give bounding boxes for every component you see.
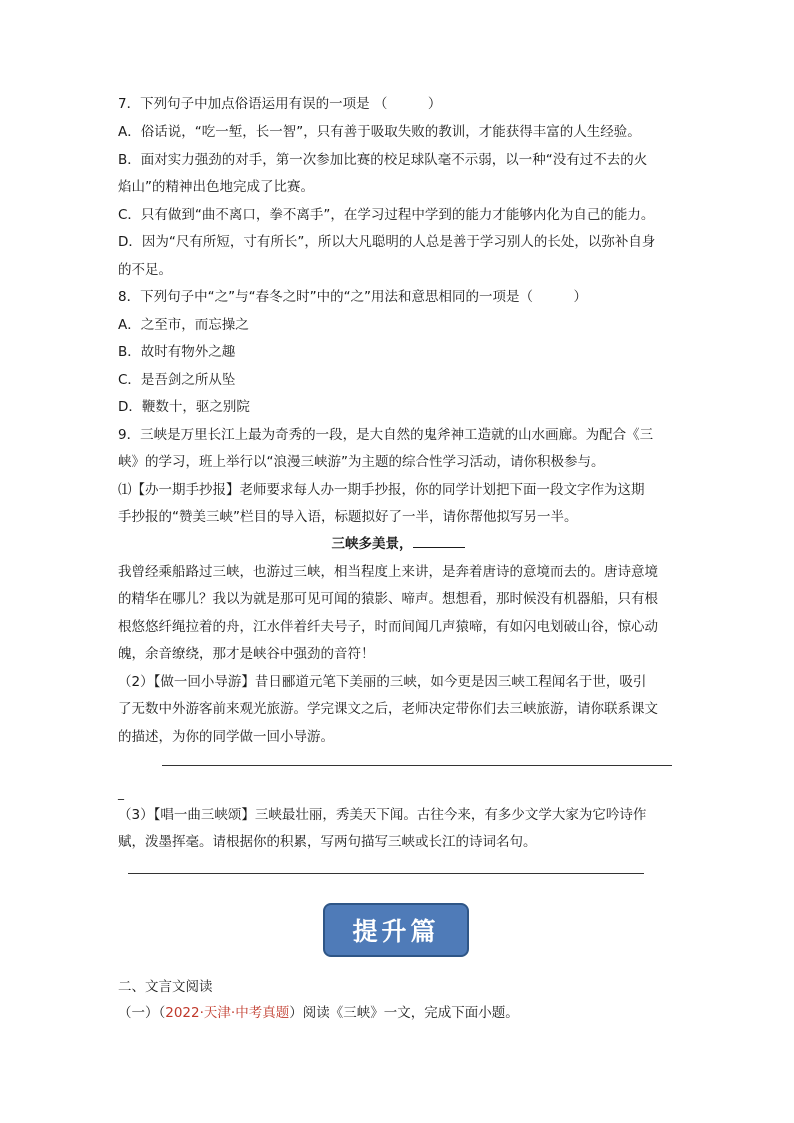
answer-dash: _ — [118, 786, 124, 800]
subheading-prefix: （一）（ — [118, 1005, 166, 1021]
q7-stem: 7．下列句子中加点俗语运用有误的一项是 （ ） — [118, 96, 442, 112]
poster-title-text: 三峡多美景， — [331, 536, 413, 552]
passage-line2: 的精华在哪儿？我以为就是那可见可闻的猿影、啼声。想想看，那时候没有机器船，只有根 — [118, 591, 658, 607]
exam-source: 2022·天津·中考真题 — [165, 1005, 290, 1021]
q9-part3-line2: 赋，泼墨挥毫。请根据你的积累，写两句描写三峡或长江的诗词名句。 — [118, 834, 537, 850]
poster-title — [118, 535, 678, 553]
poster-title-blank[interactable] — [413, 535, 465, 548]
passage-line1: 我曾经乘船路过三峡，也游过三峡，相当程度上来讲，是奔着唐诗的意境而去的。唐诗意境 — [118, 564, 658, 580]
q8-stem: 8．下列句子中“之”与“春冬之时”中的“之”用法和意思相同的一项是（ ） — [118, 289, 588, 305]
q7-option-b-line2: 焰山”的精神出色地完成了比赛。 — [118, 179, 314, 195]
q9-intro-line2: 峡》的学习，班上举行以“浪漫三峡游”为主题的综合性学习活动，请你积极参与。 — [118, 454, 605, 470]
q9-part2-line3: 的描述，为你的同学做一回小导游。 — [118, 729, 334, 745]
answer-line-part2[interactable] — [162, 765, 672, 766]
q7-option-c: C．只有做到“曲不离口，拳不离手”，在学习过程中学到的能力才能够内化为自己的能力。 — [118, 207, 655, 223]
q9-part1-line1: ⑴【办一期手抄报】老师要求每人办一期手抄报，你的同学计划把下面一段文字作为这期 — [118, 482, 645, 498]
q7-option-a: A．俗话说，“吃一堑，长一智”，只有善于吸取失败的教训，才能获得丰富的人生经验。 — [118, 124, 641, 140]
q8-option-a: A．之至市，而忘操之 — [118, 317, 249, 333]
passage-line3: 根悠悠纤绳拉着的舟，江水伴着纤夫号子，时而间闻几声猿啼，有如闪电划破山谷，惊心动 — [118, 619, 658, 635]
q7-option-d-line2: 的不足。 — [118, 262, 172, 278]
level-badge — [323, 903, 469, 957]
q7-option-d-line1: D．因为“尺有所短，寸有所长”，所以大凡聪明的人总是善于学习别人的长处，以弥补自身 — [118, 234, 656, 250]
level-badge-text: 提升篇 — [352, 917, 440, 946]
section-heading: 二、文言文阅读 — [118, 979, 213, 995]
answer-line-part3[interactable] — [128, 873, 644, 874]
q9-part3-line1: （3）【唱一曲三峡颂】三峡最壮丽，秀美天下闻。古往今来，有多少文学大家为它吟诗作 — [118, 807, 647, 823]
q7-option-b-line1: B．面对实力强劲的对手，第一次参加比赛的校足球队毫不示弱，以一种“没有过不去的火 — [118, 152, 648, 168]
q8-option-c: C．是吾剑之所从坠 — [118, 372, 236, 388]
passage-line4: 魄，余音缭绕，那才是峡谷中强劲的音符！ — [118, 646, 375, 662]
q8-option-b: B．故时有物外之趣 — [118, 344, 236, 360]
q9-part2-line2: 了无数中外游客前来观光旅游。学完课文之后，老师决定带你们去三峡旅游，请你联系课文 — [118, 701, 658, 717]
q8-option-d: D．鞭数十，驱之别院 — [118, 399, 250, 415]
q9-part2-line1: （2）【做一回小导游】昔日郦道元笔下美丽的三峡，如今更是因三峡工程闻名于世，吸引 — [118, 674, 647, 690]
section-subheading — [118, 1004, 678, 1022]
q9-part1-line2: 手抄报的“赞美三峡”栏目的导入语，标题拟好了一半，请你帮他拟写另一半。 — [118, 509, 578, 525]
q9-intro-line1: 9．三峡是万里长江上最为奇秀的一段，是大自然的鬼斧神工造就的山水画廊。为配合《三 — [118, 427, 654, 443]
subheading-suffix: ）阅读《三峡》一文，完成下面小题。 — [289, 1005, 519, 1021]
